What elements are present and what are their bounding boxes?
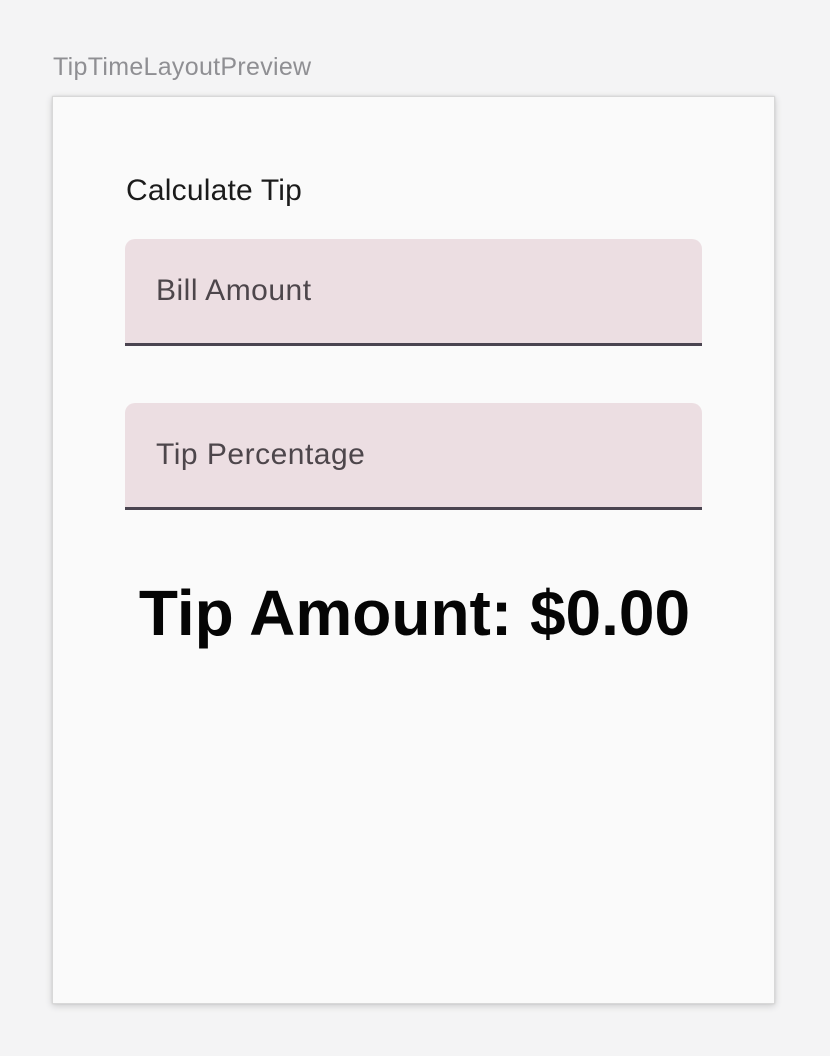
tip-percentage-input[interactable] [125,403,702,510]
tip-amount-result: Tip Amount: $0.00 [138,577,691,649]
bill-amount-input[interactable] [125,239,702,346]
preview-title[interactable]: TipTimeLayoutPreview [53,53,312,81]
page-title: Calculate Tip [126,174,303,207]
app-preview-panel [52,96,775,1004]
